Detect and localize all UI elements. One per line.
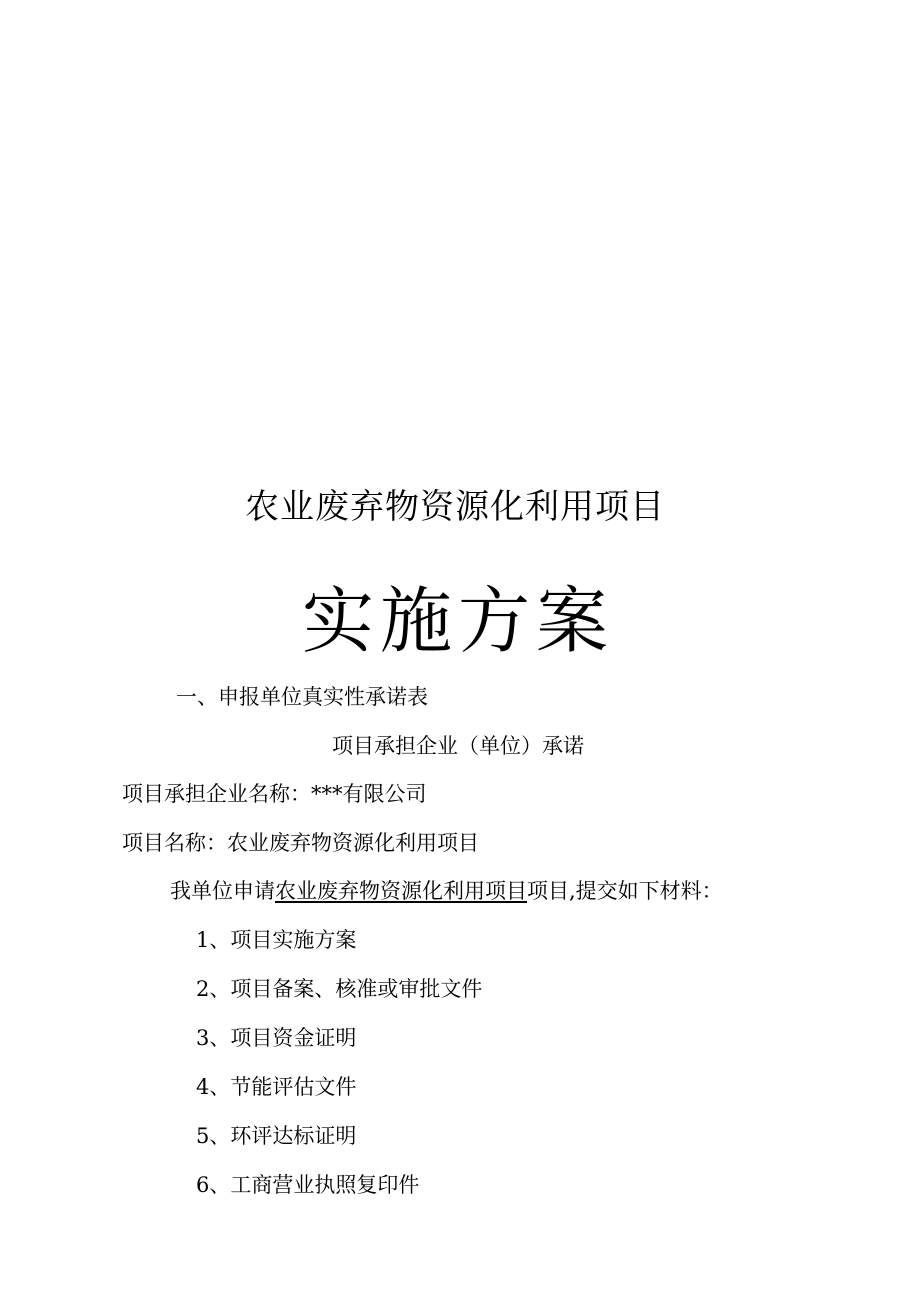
- list-item: 1、项目实施方案: [196, 928, 357, 952]
- materials-list: [196, 929, 482, 1223]
- statement-project-name: 农业废弃物资源化利用项目: [275, 879, 527, 903]
- document-title: 实施方案: [301, 579, 614, 663]
- list-item: 3、项目资金证明: [196, 1026, 357, 1050]
- list-item: 6、工商营业执照复印件: [196, 1173, 420, 1197]
- project-name-label: 项目名称：: [122, 831, 227, 855]
- company-name-value: ***有限公司: [311, 782, 427, 806]
- statement-suffix: 项目,提交如下材料：: [527, 879, 723, 903]
- project-name-field: [122, 833, 479, 854]
- list-item: 5、环评达标证明: [196, 1124, 357, 1148]
- company-name-field: [122, 784, 427, 805]
- section-heading: 一、申报单位真实性承诺表: [176, 685, 428, 709]
- application-statement: [170, 881, 723, 902]
- company-name-label: 项目承担企业名称：: [122, 782, 311, 806]
- project-name-value: 农业废弃物资源化利用项目: [227, 831, 479, 855]
- list-item: 2、项目备案、核准或审批文件: [196, 977, 483, 1001]
- statement-prefix: 我单位申请: [170, 879, 275, 903]
- commitment-heading: 项目承担企业（单位）承诺: [332, 734, 584, 758]
- document-subtitle: 农业废弃物资源化利用项目: [245, 487, 665, 527]
- list-item: 4、节能评估文件: [196, 1075, 357, 1099]
